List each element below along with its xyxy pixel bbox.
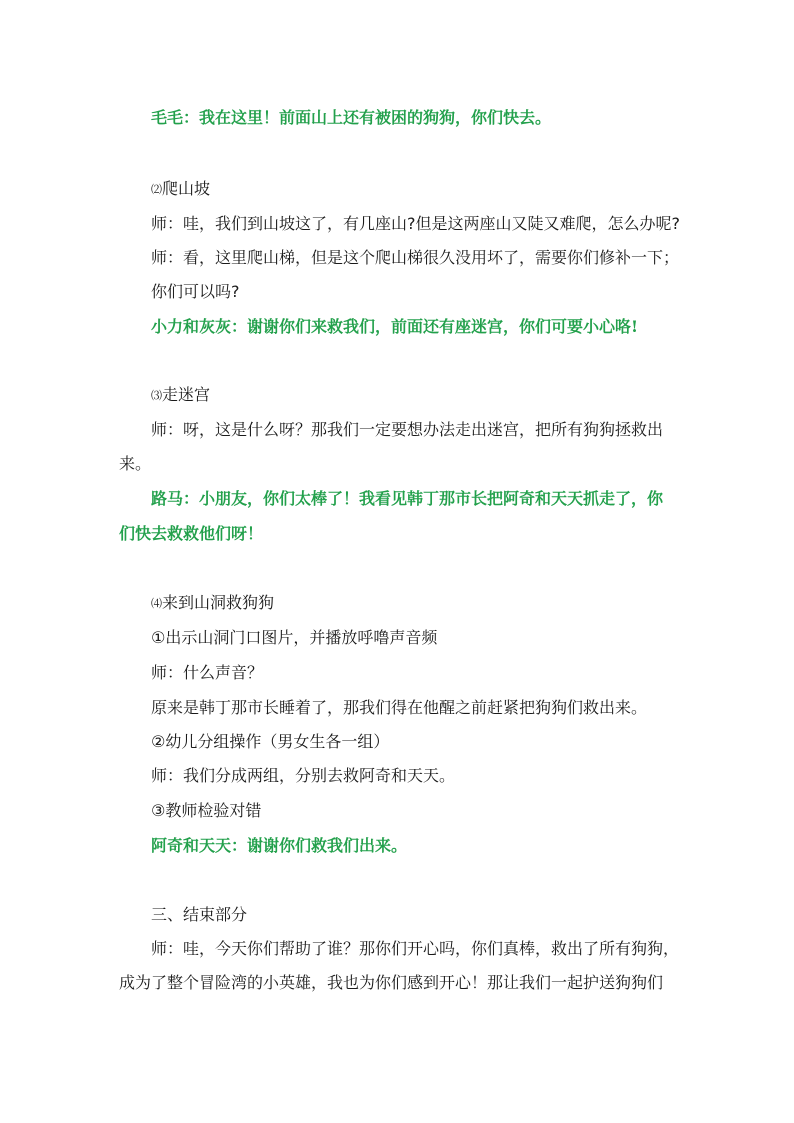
section-4-title: 来到山洞救狗狗 — [162, 593, 275, 612]
section-3-title: 走迷宫 — [162, 385, 211, 404]
maomao-dialogue: 毛毛：我在这里！前面山上还有被困的狗狗，你们快去。 — [151, 108, 552, 127]
luma-dialogue-b: 们快去救救他们呀！ — [119, 524, 264, 543]
xiaoli-huihui-dialogue: 小力和灰灰：谢谢你们来救我们，前面还有座迷宫，你们可要小心咯! — [151, 317, 639, 336]
teacher-line-5-1: 师：哇，今天你们帮助了谁？那你们开心吗，你们真棒，救出了所有狗狗， — [151, 939, 680, 958]
narration-line-4: 原来是韩丁那市长睡着了，那我们得在他醒之前赶紧把狗狗们救出来。 — [151, 698, 648, 717]
teacher-line-5-2: 成为了整个冒险湾的小英雄，我也为你们感到开心！那让我们一起护送狗狗们 — [119, 973, 664, 992]
section-3-heading — [151, 384, 711, 407]
teacher-line-3-1a: 师：呀，这是什么呀？那我们一定要想办法走出迷宫，把所有狗狗拯救出 — [151, 420, 664, 439]
teacher-line-4-1: 师：什么声音？ — [151, 663, 264, 682]
teacher-line-4-2: 师：我们分成两组，分别去救阿奇和天天。 — [151, 766, 456, 785]
section-5-title: 三、结束部分 — [151, 905, 248, 924]
luma-dialogue-a: 路马：小朋友，你们太棒了！我看见韩丁那市长把阿奇和天天抓走了，你 — [151, 489, 664, 508]
section-3-number: ⑶ — [151, 389, 162, 402]
teacher-line-2-3: 你们可以吗? — [151, 282, 240, 301]
aqi-tiantian-dialogue: 阿奇和天天：谢谢你们救我们出来。 — [151, 836, 408, 855]
teacher-line-3-1b: 来。 — [119, 454, 152, 473]
teacher-line-2-2: 师：看，这里爬山梯，但是这个爬山梯很久没用坏了，需要你们修补一下； — [151, 248, 680, 267]
step-2-line: ②幼儿分组操作（男女生各一组） — [151, 732, 390, 751]
section-2-heading — [151, 178, 711, 201]
section-2-title: 爬山坡 — [162, 179, 211, 198]
step-1-line: ①出示山洞门口图片，并播放呼噜声音频 — [151, 628, 438, 647]
section-2-number: ⑵ — [151, 183, 162, 196]
teacher-line-2-1: 师：哇，我们到山坡这了，有几座山?但是这两座山又陡又难爬，怎么办呢? — [151, 214, 680, 233]
step-3-line: ③教师检验对错 — [151, 801, 262, 820]
section-4-heading — [151, 592, 711, 615]
section-4-number: ⑷ — [151, 597, 162, 610]
